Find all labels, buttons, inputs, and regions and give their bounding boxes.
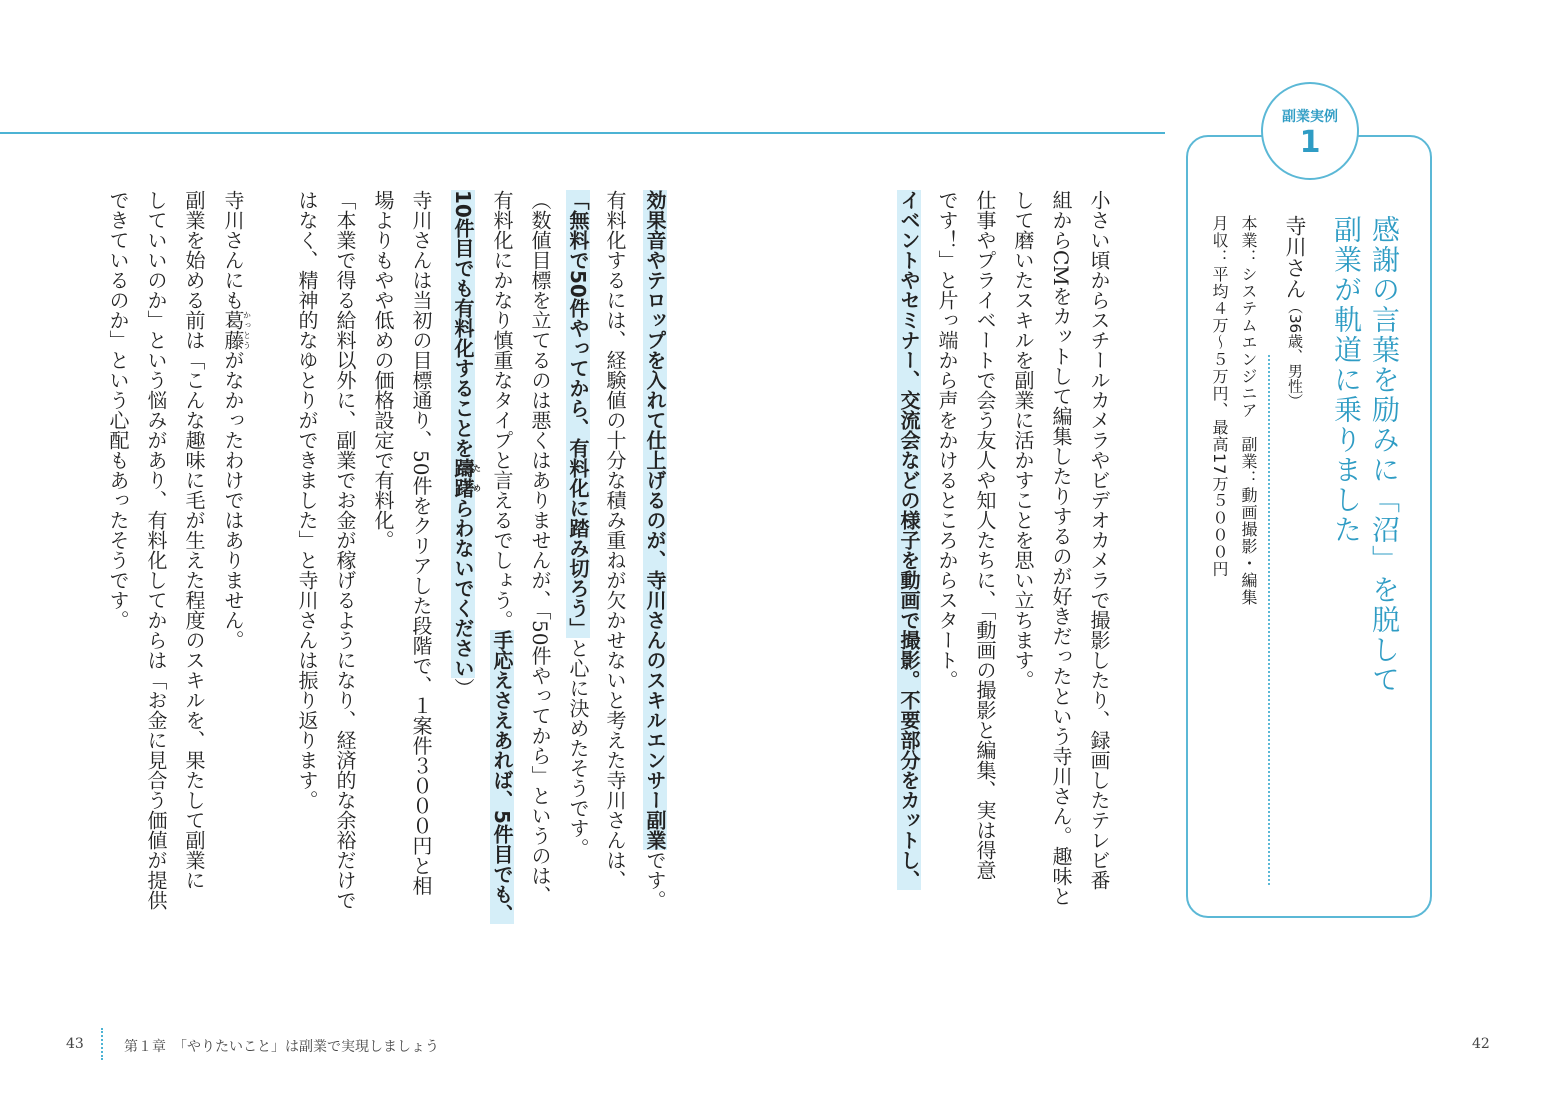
highlighted-text: 手応えさえあれば、5件目でも、 [490,630,514,924]
body-text-segment: 寺川さんにも [221,190,245,310]
profile-income: 月収：平均４万～５万円、最高17万５０００円 [1210,215,1229,578]
ruby-reading: かっとう [242,310,252,350]
highlighted-text: 10件目でも有料化することを [451,190,475,458]
highlighted-text [451,457,482,498]
body-text-segment: して磨いたスキルを副業に活かすことを思い立ちます。 [1011,190,1035,690]
highlighted-text: らわないでください [451,497,475,678]
body-text-segment: （数値目標を立てるのは悪くはありませんが、「50件やってから」というのは、 [528,190,552,906]
profile-name: 寺川さん [1283,215,1307,299]
body-text-segment: 小さい頃からスチールカメラやビデオカメラで撮影したり、録画したテレビ番 [1087,190,1111,890]
body-column [565,190,591,858]
body-column [642,190,668,910]
body-text-segment: 副業を始める前は「こんな趣味に毛が生えた程度のスキルを、果たして副業に [182,190,206,890]
body-text-segment: ） [451,677,475,698]
header-rule [0,132,1165,134]
ruby-base: 葛藤 [221,310,245,350]
right-page-number: 42 [1472,1036,1490,1052]
body-column [1086,190,1112,890]
body-text-segment: です！」と片っ端から声をかけるところからスタート。 [935,190,959,690]
body-text-segment: できているのか」という心配もあったそうです。 [106,190,130,630]
ruby-reading: ため [472,457,482,498]
ruby-base: 躊躇 [451,457,475,498]
body-column [143,190,169,910]
body-text-segment: がなかったわけではありません。 [221,350,245,650]
case-badge-label: 副業実例 [1282,109,1338,125]
case-badge-number: 1 [1299,125,1321,160]
body-text-segment: です。 [643,850,667,910]
highlighted-text: 効果音やテロップを入れて仕上げるのが、寺川さんのスキルエンサー副業 [643,190,667,850]
profile-age-gender: （36歳、男性） [1286,299,1304,409]
profile-job: 本業：システムエンジニア 副業：動画撮影・編集 [1239,215,1258,606]
case-badge [1261,82,1359,180]
body-column [294,190,320,810]
body-column [370,190,396,550]
profile-name-line [1280,215,1310,408]
body-text-segment: 有料化するには、経験値の十分な積み重ねが欠かせないと考えた寺川さんは、 [603,190,627,890]
body-text-segment [221,310,252,350]
body-column [1010,190,1036,690]
body-column [408,190,434,895]
body-text-segment: 場よりもやや低めの価格設定で有料化。 [371,190,395,550]
case-title-line-1: 感謝の言葉を励みに「沼」を脱して [1368,215,1401,695]
highlighted-text: 「無料で50件やってから、有料化に踏み切ろう」 [566,190,590,638]
body-column [934,190,960,690]
body-column [602,190,628,890]
body-column [450,190,481,698]
body-column [105,190,131,630]
body-column [527,190,553,905]
body-text-segment: 仕事やプライベートで会う友人や知人たちに、「動画の撮影と編集、実は得意 [973,190,997,880]
body-column [896,190,922,890]
left-page-number: 43 [66,1036,84,1052]
body-column [972,190,998,880]
highlighted-text: イベントやセミナー、交流会などの様子を動画で撮影。不要部分をカットし、 [897,190,921,890]
body-text-segment: 組からCMをカットして編集したりするのが好きだったという寺川さん。趣味と [1049,190,1073,906]
body-text-segment: 「本業で得る給料以外に、副業でお金が稼げるようになり、経済的な余裕だけで [333,190,357,910]
footer-divider [101,1028,103,1060]
body-text-segment: 有料化にかなり慎重なタイプと言えるでしょう。 [490,190,514,630]
body-text-segment: はなく、精神的なゆとりができました」と寺川さんは振り返ります。 [295,190,319,810]
body-column [489,190,515,924]
body-text-segment: していいのか」という悩みがあり、有料化してからは「お金に見合う価値が提供 [144,190,168,910]
body-column [220,190,251,650]
body-text-segment: 寺川さんは当初の目標通り、50件をクリアした段階で、１案件３０００円と相 [409,190,433,896]
body-column [181,190,207,890]
body-text-segment: と心に決めたそうです。 [566,637,590,858]
case-title-line-2: 副業が軌道に乗りました [1330,215,1363,545]
body-column [332,190,358,910]
chapter-title: 第１章 「やりたいこと」は副業で実現しましょう [124,1039,439,1055]
body-column [1048,190,1074,906]
profile-divider [1268,355,1270,885]
